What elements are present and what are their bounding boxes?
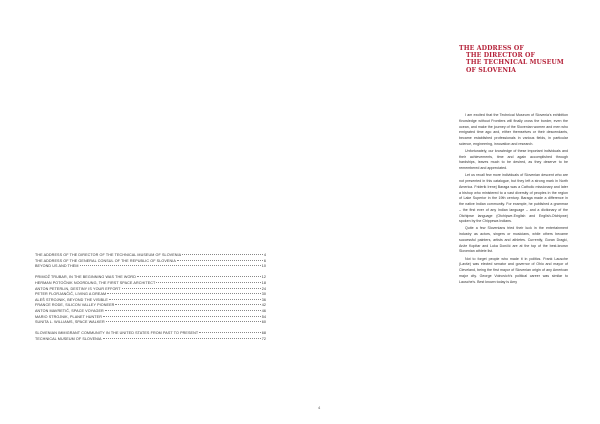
- toc-entry-title: ANTON PETERLIN, DESTINY IS YOUR EFFORT: [35, 286, 121, 291]
- toc-entry[interactable]: [35, 337, 266, 343]
- toc-leader-dots: [177, 260, 263, 261]
- toc-entry-title: SLOVENIAN IMMIGRANT COMMUNITY IN THE UNITED STATES FROM PAST TO PRESENT: [35, 331, 199, 336]
- toc-entry-page: 12: [261, 275, 266, 280]
- toc-entry-page: 30: [261, 292, 266, 297]
- toc-leader-dots: [109, 299, 261, 300]
- toc-entry-page: 68: [261, 331, 266, 336]
- toc-leader-dots: [106, 321, 261, 322]
- heading-line: THE TECHNICAL MUSEUM: [466, 59, 564, 67]
- toc-entry[interactable]: [35, 320, 266, 326]
- toc-leader-dots: [80, 265, 261, 266]
- toc-entry-page: 18: [261, 280, 266, 285]
- page-heading: [459, 45, 569, 74]
- heading-line: THE DIRECTOR OF: [466, 52, 535, 60]
- toc-entry-title: TECHNICAL MUSEUM OF SLOVENIA: [35, 336, 102, 341]
- toc-entry-title: SUNITA L. WILLIAMS, SPACE WALKER: [35, 320, 105, 325]
- toc-entry-title: MARIO STROJNIK, PLANET HUNTER: [35, 314, 102, 319]
- toc-entry-title: HERMAN POTOČNIK NOORDUNG, THE FIRST SPACE ARCHITECT: [35, 280, 156, 285]
- toc-entry-page: 24: [261, 286, 266, 291]
- toc-leader-dots: [107, 293, 260, 294]
- toc-entry-page: 46: [261, 308, 266, 313]
- toc-leader-dots: [105, 310, 261, 311]
- heading-line: OF SLOVENIA: [466, 66, 517, 74]
- heading-line: THE ADDRESS OF: [459, 45, 524, 52]
- toc-entry-title: THE ADDRESS OF THE GENERAL CONSUL OF THE REPUBLIC OF SLOVENIA: [35, 258, 176, 263]
- toc-leader-dots: [103, 338, 261, 339]
- toc-leader-dots: [115, 304, 260, 305]
- toc-entry-title: PETER FLORJANČIČ, LIVING A DREAM: [35, 292, 107, 297]
- toc-entry-page: 36: [261, 297, 266, 302]
- toc-leader-dots: [122, 288, 261, 289]
- toc-group-back-matter: [35, 331, 266, 342]
- body-text: [459, 113, 568, 287]
- toc-entry-title: THE ADDRESS OF THE DIRECTOR OF THE TECHNICAL MUSEUM OF SLOVENIA: [35, 253, 182, 257]
- body-paragraph: Not to forget people who made it in politics. Frank Lausche (Lavše) was elected senator and governor of Ohio and mayor of Cleveland, being the first mayor of Slovenian origin of any American major city. George Voinovich's political career was similar to Lausche's. Best known today is Amy: [459, 256, 568, 284]
- body-paragraph: I am excited that the Technical Museum of Slovenia's exhibition Knowledge without Frontiers will finally cross the border, even the ocean, and make the journey of the Slovenian women and men who emigrated time ago and, either themselves or their descendants, became established professionals in various fields, in particular science, engineering, innovation and research.: [459, 113, 568, 146]
- body-paragraph: Unfortunately, our knowledge of these important individuals and their achievements, time and again accomplished through hardships, leaves much to be desired, as they deserve to be remembered and appreciated.: [459, 148, 568, 171]
- toc-entry-title: ANTON MAVRETIČ, SPACE VOYAGER: [35, 308, 104, 313]
- toc-entry-page: 54: [261, 314, 266, 319]
- toc-entry-page: 10: [261, 264, 266, 269]
- toc-entry-title: BEYOND US AND THEM: [35, 264, 79, 269]
- toc-entry-title: FRANCE RODE, SILICON VALLEY PIONEER: [35, 303, 115, 308]
- toc-leader-dots: [156, 282, 260, 283]
- toc-leader-dots: [199, 332, 260, 333]
- toc-entry-page: 4: [263, 253, 266, 257]
- page-number: 4: [318, 405, 321, 410]
- body-paragraph: Quite a few Slovenians tried their luck in the entertainment industry as actors, singers or musicians, while others became successful painters, artists and athletes. Currently, Goran Dragić, Anže Kopitar and Luka Dončić are at the top of the best-known Slovenian athlete list.: [459, 226, 568, 254]
- toc-entry-page: 60: [261, 320, 266, 325]
- toc-leader-dots: [182, 254, 263, 255]
- body-paragraph: Let us recall few more individuals of Slovenian descent who are not presented in this catalogue, but they left a strong mark in North America. Friderik Irenej Baraga was a Catholic missionary and later a bishop who ministered to a vast diversity of peoples in the region of Lake Superior in the 19th century. Baraga made a difference in the native Indian community. For example, he published a grammar – the first ever of any Indian language – and a dictionary of the Otchipwe language (Otchipwe-English and English-Otchipwe) spoken by the Chippewa Indians.: [459, 173, 568, 224]
- toc-group-portraits: [35, 275, 266, 325]
- toc-entry-title: ALEŠ STROJNIK, BEYOND THE VISIBLE: [35, 297, 108, 302]
- table-of-contents: [35, 253, 266, 348]
- toc-entry-title: PRIMOŽ TRUBAR, IN THE BEGINNING WAS THE WORD: [35, 275, 136, 280]
- toc-leader-dots: [103, 316, 261, 317]
- toc-entry-page: 42: [261, 303, 266, 308]
- toc-group-front-matter: [35, 253, 266, 270]
- toc-entry-page: 6: [263, 258, 266, 263]
- toc-entry[interactable]: [35, 264, 266, 270]
- toc-leader-dots: [137, 276, 261, 277]
- toc-entry-page: 72: [261, 336, 266, 341]
